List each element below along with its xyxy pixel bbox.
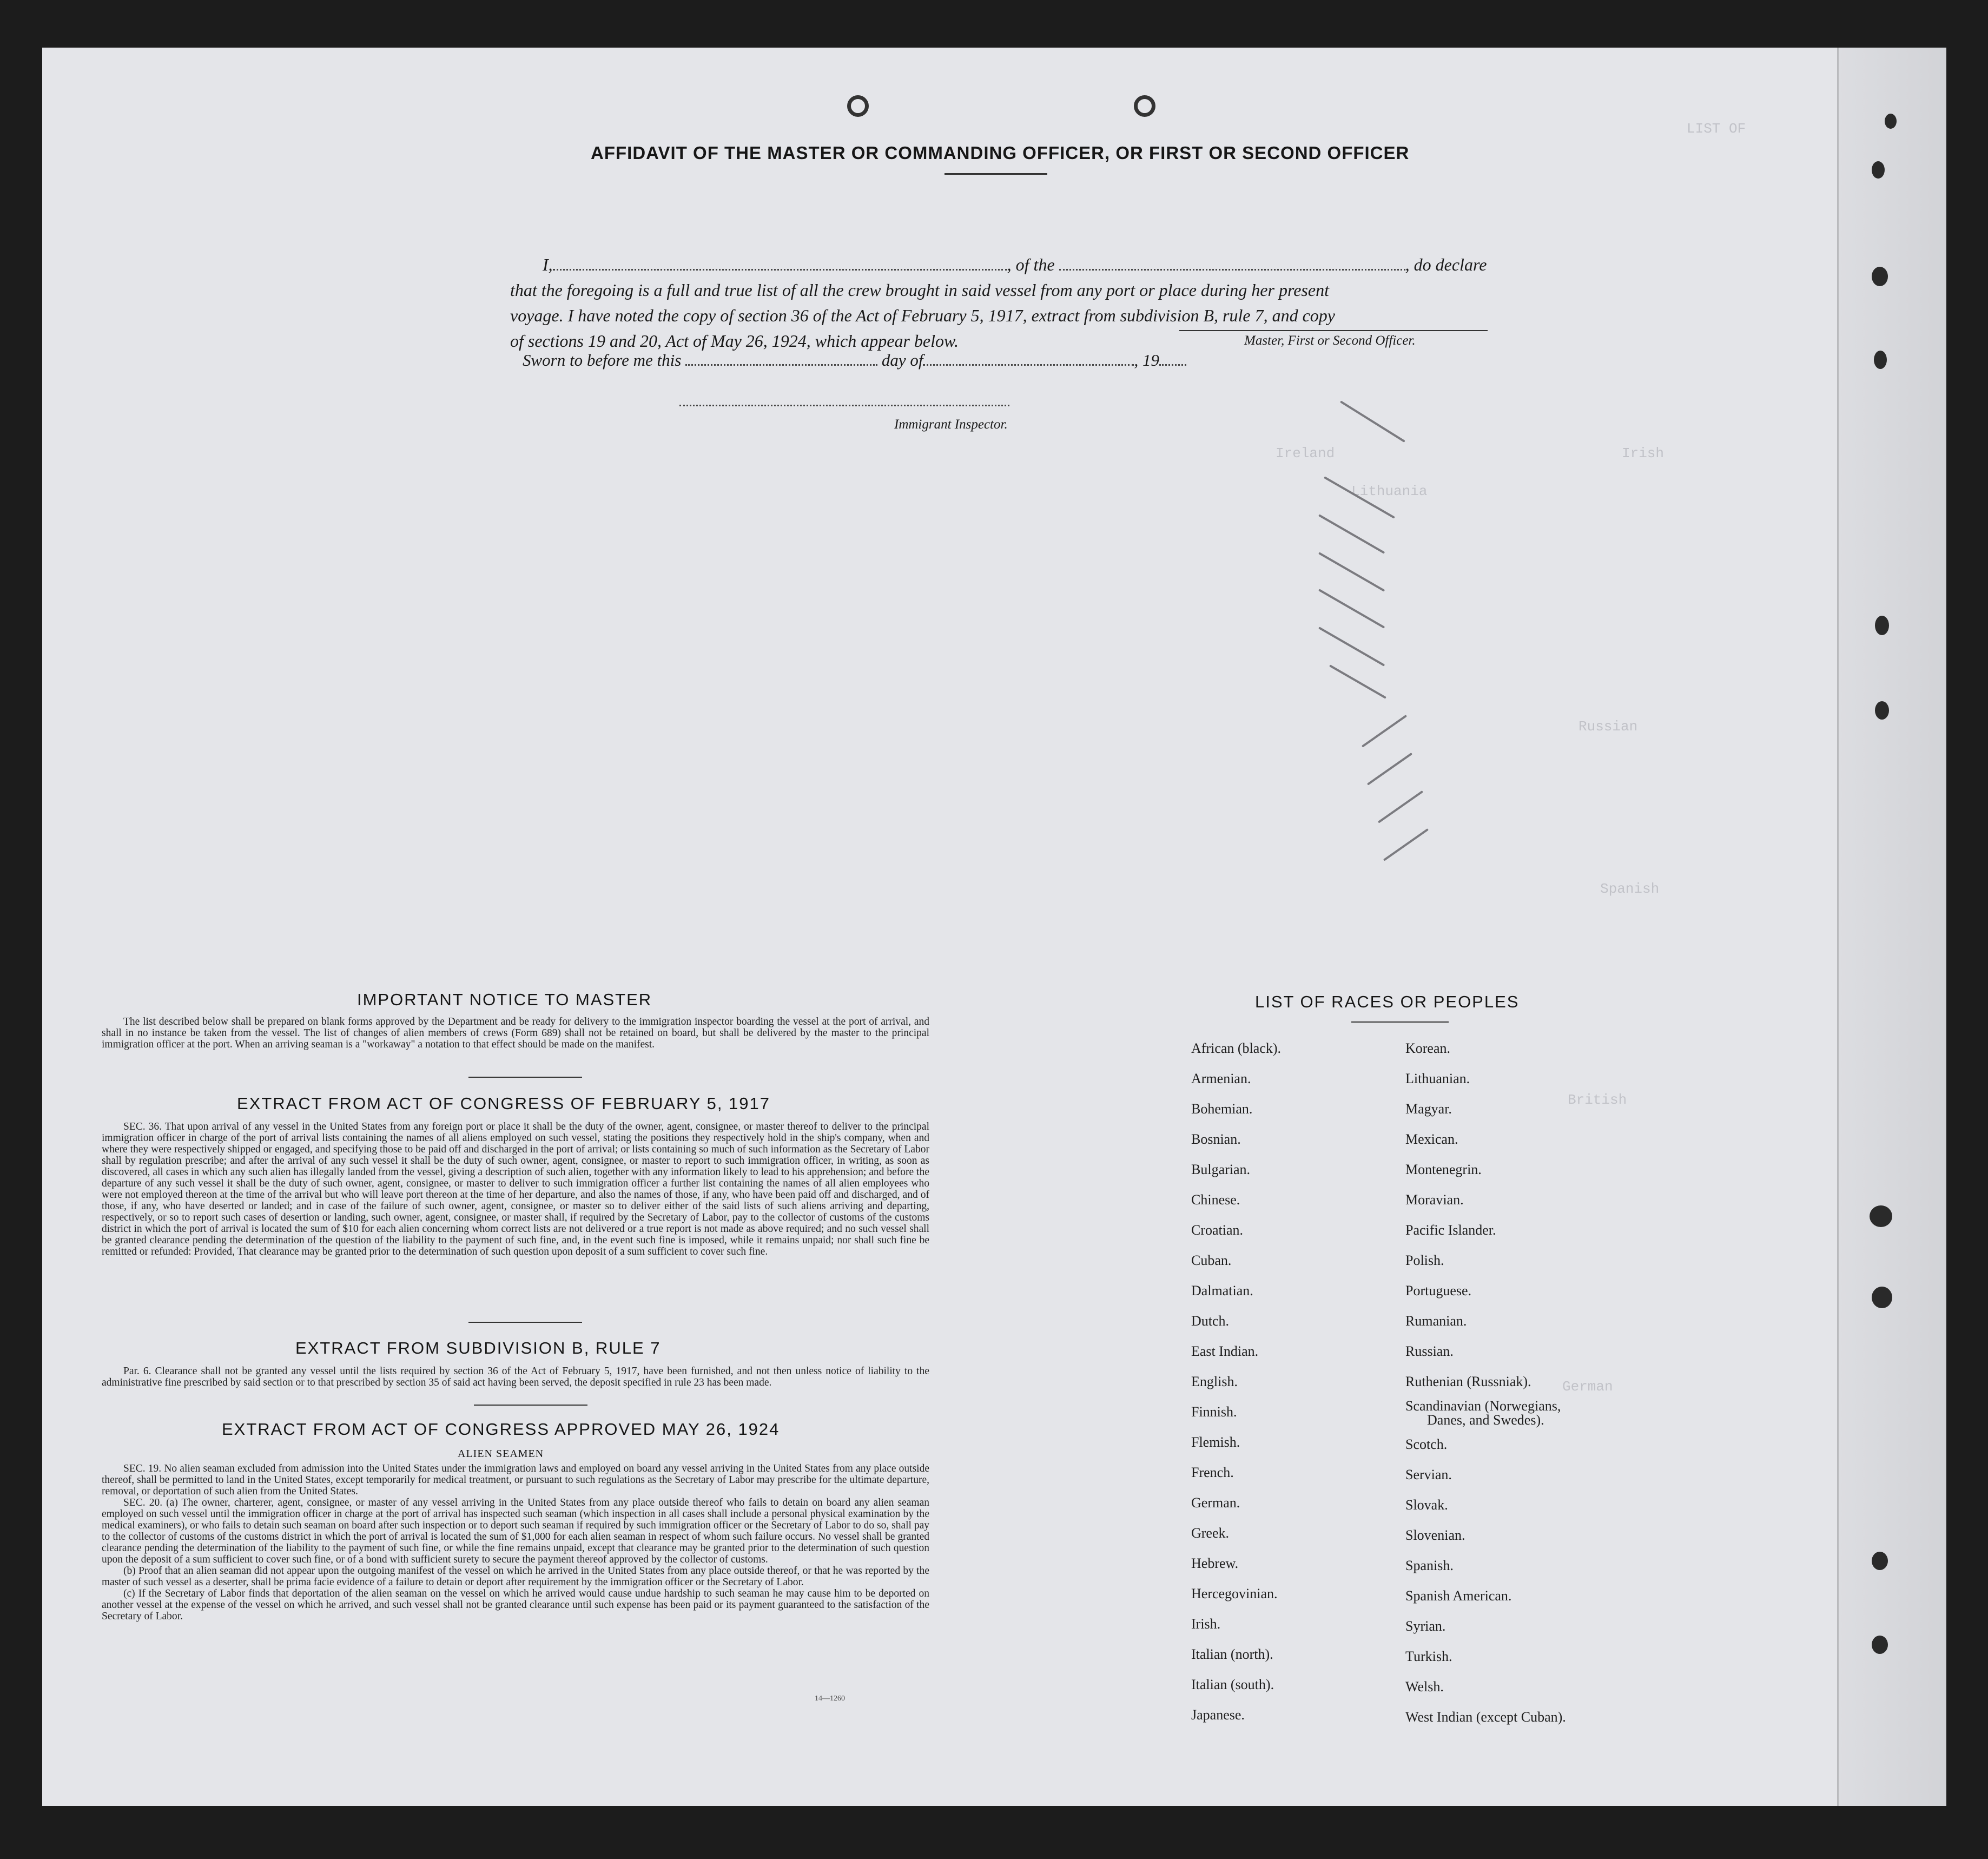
par-6-paragraph: Par. 6. Clearance shall not be granted any vessel until the lists required by section 36 of the Act of February 5, 1917, have been furnished, and not then unless notice of liability to the administrative fine prescribed by said section or to that prescribed by section 35 of said act having been served, the deposit specified in rule 23 has been made. (102, 1366, 929, 1388)
notice-title: IMPORTANT NOTICE TO MASTER (357, 990, 652, 1009)
race-item: Chinese. (1191, 1192, 1240, 1208)
show-through-text: Lithuania (1351, 483, 1428, 499)
pencil-mark (1318, 627, 1385, 666)
race-item: Korean. (1405, 1040, 1451, 1056)
race-item-continuation: Danes, and Swedes). (1427, 1412, 1544, 1428)
margin-hole (1872, 267, 1888, 286)
punch-hole-left (847, 95, 869, 117)
name-field[interactable] (553, 257, 1007, 271)
affidavit-title: AFFIDAVIT OF THE MASTER OR COMMANDING OFFICER, OR FIRST OR SECOND OFFICER (591, 143, 1410, 163)
race-item: Welsh. (1405, 1679, 1444, 1695)
pencil-mark (1318, 589, 1385, 628)
show-through-text: Ireland (1276, 445, 1335, 462)
sworn-label: Sworn to before me this (523, 351, 682, 370)
sworn-year-field[interactable] (1159, 352, 1186, 366)
rule-7-text (102, 1366, 929, 1388)
sworn-text (523, 351, 1186, 370)
vessel-field[interactable] (1059, 257, 1405, 271)
sec-36-paragraph: SEC. 36. That upon arrival of any vessel in the United States from any foreign port or place it shall be the duty of the owner, agent, consignee, or master thereof to deliver to the principal immigration officer in charge of the port of arrival lists containing the names of all aliens employed on such vessel, stating the positions they respectively hold in the ship's company, when and where they were respectively shipped or engaged, and specifying those to be paid off and discharged in the port of arrival; or lists containing so much of such information as the Secretary of Labor shall by regulation prescribe; and after the arrival of any such vessel it shall be the duty of such owner, agent, consignee, or master to report to such immigration officer, in writing, as soon as discovered, all cases in which any such alien has illegally landed from the vessel, giving a description of such alien, together with any information likely to lead to his apprehension; and before the departure of any such vessel it shall be the duty of such owner, agent, consignee, or master to deliver to such immigration officer a further list containing the names of all alien employees who were not employed thereon at the time of the arrival but who will leave port thereon at the time of her departure, and also the names of those, if any, who have been paid off and discharged, and of those, if any, who have deserted or landed; and in case of the failure of such owner, agent, consignee, or master so to deliver either of the said lists of such aliens arriving and departing, respectively, or so to report such cases of desertion or landing, such owner, agent, consignee, or master shall, if required by the Secretary of Labor, pay to the collector of customs of the customs district in which the port of arrival is located the sum of $10 for each alien concerning whom correct lists are not delivered or a true report is not made as above required; and no such vessel shall be granted clearance pending the determination of the question of the liability to the payment of such fine, and, in the event such fine is imposed, while it remains unpaid; nor shall such fine be remitted or refunded: Provided, That clearance may be granted prior to the determination of such question upon deposit of a sum sufficient to cover such fine. (102, 1121, 929, 1257)
divider (474, 1405, 587, 1406)
pencil-mark (1329, 664, 1386, 698)
race-item: Servian. (1405, 1467, 1452, 1482)
race-item: East Indian. (1191, 1343, 1259, 1359)
race-item: Moravian. (1405, 1192, 1464, 1208)
sworn-month-field[interactable] (923, 352, 1134, 366)
pencil-mark (1318, 514, 1385, 553)
race-item: Polish. (1405, 1252, 1444, 1268)
extract-1924-title: EXTRACT FROM ACT OF CONGRESS APPROVED MAY 26, 1924 (222, 1420, 780, 1439)
race-item: Italian (north). (1191, 1646, 1273, 1662)
affidavit-of-the: , of the (1007, 255, 1055, 274)
affidavit-line-3: voyage. I have noted the copy of section 36 of the Act of February 5, 1917, extract from subdivision B, rule 7, and copy (510, 306, 1335, 325)
race-item: German. (1191, 1495, 1240, 1511)
extract-1924-text (102, 1463, 929, 1622)
race-item: Dalmatian. (1191, 1283, 1253, 1298)
race-item: Slovak. (1405, 1497, 1448, 1513)
notice-paragraph: The list described below shall be prepared on blank forms approved by the Department and be ready for delivery to the immigration inspector boarding the vessel at the port of arrival, and shall in no instance be taken from the vessel. The list of changes of alien members of crews (Form 689) shall not be retained on board, but shall be delivered by the master to the principal immigration officer at the port. When an arriving seaman is a "workaway" a notation to that effect should be made on the manifest. (102, 1016, 929, 1050)
race-item: Cuban. (1191, 1252, 1232, 1268)
pencil-mark (1340, 400, 1405, 443)
race-item: Turkish. (1405, 1649, 1452, 1664)
extract-1917-text (102, 1121, 929, 1257)
margin-hole (1885, 114, 1897, 129)
margin-hole (1870, 1205, 1892, 1227)
alien-seamen-subtitle: ALIEN SEAMEN (458, 1448, 544, 1460)
race-item: Armenian. (1191, 1071, 1251, 1086)
affidavit-line-4: of sections 19 and 20, Act of May 26, 1924, which appear below. (510, 331, 959, 351)
race-item: Greek. (1191, 1525, 1230, 1541)
race-item: Magyar. (1405, 1101, 1452, 1117)
divider (468, 1077, 582, 1078)
sec-20c-paragraph: (c) If the Secretary of Labor finds that deportation of the alien seaman on the vessel on which he arrived would cause undue hardship to such seaman he may cause him to be deported on another vessel at the expense of the vessel on which he arrived, and such vessel shall not be granted clearance until such expense has been paid or its payment guaranteed to the satisfaction of the Secretary of Labor. (102, 1588, 929, 1622)
show-through-text: LIST OF (1687, 121, 1746, 137)
race-item: Lithuanian. (1405, 1071, 1470, 1086)
pencil-mark (1367, 753, 1412, 786)
inspector-signature-line (679, 405, 1009, 406)
pencil-mark (1383, 828, 1429, 861)
show-through-text: German (1562, 1379, 1613, 1395)
race-item: Mexican. (1405, 1131, 1458, 1147)
signature-label: Master, First or Second Officer. (1244, 333, 1416, 348)
race-item: Slovenian. (1405, 1527, 1465, 1543)
race-item: Syrian. (1405, 1618, 1446, 1634)
race-item: Italian (south). (1191, 1677, 1274, 1692)
margin-hole (1872, 1287, 1892, 1308)
notice-text (102, 1016, 929, 1050)
race-item: West Indian (except Cuban). (1405, 1709, 1566, 1725)
race-item: Spanish. (1405, 1558, 1454, 1573)
races-left-column (1191, 1033, 1281, 1730)
race-item: Russian. (1405, 1343, 1454, 1359)
races-right-column (1405, 1033, 1566, 1732)
race-item: Japanese. (1191, 1707, 1245, 1723)
race-item: Hebrew. (1191, 1555, 1239, 1571)
rule-7-title: EXTRACT FROM SUBDIVISION B, RULE 7 (295, 1339, 661, 1357)
show-through-text: Spanish (1600, 881, 1660, 897)
divider (468, 1322, 582, 1323)
race-item: Ruthenian (Russniak). (1405, 1374, 1531, 1389)
race-item: Croatian. (1191, 1222, 1244, 1238)
sworn-day-field[interactable] (685, 352, 877, 366)
sec-20b-paragraph: (b) Proof that an alien seaman did not appear upon the outgoing manifest of the vessel on which he arrived in the United States from any place outside thereof, or that he was reported by the master of such vessel as a deserter, shall be prima facie evidence of a failure to detain or deport after requirement by the immigration officer or the Secretary of Labor. (102, 1565, 929, 1588)
pencil-mark (1362, 715, 1407, 748)
show-through-text: Russian (1578, 718, 1638, 735)
inspector-label: Immigrant Inspector. (894, 417, 1008, 432)
sec-19-paragraph: SEC. 19. No alien seaman excluded from admission into the United States under the immigration laws and employed on board any vessel arriving in the United States from any place outside thereof, shall be permitted to land in the United States, except temporarily for medical treatment, or pursuant to such regulations as the Secretary of Labor may prescribe for the ultimate departure, removal, or deportation of such alien from the United States. (102, 1463, 929, 1497)
margin-hole (1875, 701, 1889, 720)
affidavit-declare: , do declare (1405, 255, 1487, 274)
day-of-label: day of (881, 351, 923, 370)
signature-line (1179, 330, 1488, 331)
race-item: Pacific Islander. (1405, 1222, 1496, 1238)
title-underline (945, 173, 1047, 175)
race-item: English. (1191, 1374, 1238, 1389)
race-item: Montenegrin. (1405, 1162, 1482, 1177)
punch-hole-right (1134, 95, 1155, 117)
race-item: Bulgarian. (1191, 1162, 1251, 1177)
show-through-text: British (1568, 1092, 1627, 1108)
pencil-mark (1318, 552, 1385, 591)
race-item: Rumanian. (1405, 1313, 1467, 1329)
show-through-text: Irish (1622, 445, 1665, 462)
affidavit-i: I, (543, 255, 553, 274)
document-page (42, 48, 1946, 1806)
margin-hole (1872, 1552, 1888, 1570)
races-title-underline (1351, 1021, 1449, 1023)
races-title: LIST OF RACES OR PEOPLES (1255, 992, 1520, 1011)
margin-hole (1872, 161, 1885, 179)
race-item (1405, 1397, 1566, 1429)
pencil-mark (1378, 790, 1423, 823)
race-item: Bosnian. (1191, 1131, 1241, 1147)
affidavit-line-1 (510, 252, 1565, 278)
margin-hole (1875, 616, 1889, 635)
margin-hole (1872, 1636, 1888, 1654)
sec-20a-paragraph: SEC. 20. (a) The owner, charterer, agent, consignee, or master of any vessel arriving in the United States from any place outside thereof who fails to detain on board any alien seaman employed on such vessel until the immigration officer in charge at the port of arrival has inspected such seaman (which inspection in all cases shall include a personal physical examination by the medical examiners), or who fails to detain such seaman on board after such inspection or to deport such seaman if required by such immigration officer or the Secretary of Labor to do so, shall pay to the collector of customs of the customs district in which the port of arrival is located the sum of $1,000 for each alien seaman in respect of whom such failure occurs. No vessel shall be granted clearance pending the determination of the liability to the payment of such fine, or while the fine remains unpaid, except that clearance may be granted prior to the determination of such question upon the deposit of a sum sufficient to cover such fine, or of a bond with sufficient surety to secure the payment thereof approved by the collector of customs. (102, 1497, 929, 1565)
page-edge-strip (1838, 48, 1946, 1806)
race-item: Finnish. (1191, 1404, 1237, 1420)
race-item: Portuguese. (1405, 1283, 1472, 1298)
race-item: Spanish American. (1405, 1588, 1512, 1604)
race-item: Scotch. (1405, 1436, 1448, 1452)
affidavit-line-2: that the foregoing is a full and true list of all the crew brought in said vessel from any port or place during her present (510, 280, 1329, 300)
extract-1917-title: EXTRACT FROM ACT OF CONGRESS OF FEBRUARY 5, 1917 (237, 1094, 771, 1113)
year-label: , 19 (1134, 351, 1159, 370)
race-item: Hercegovinian. (1191, 1586, 1278, 1601)
race-item: Dutch. (1191, 1313, 1230, 1329)
race-item-line: Scandinavian (Norwegians, (1405, 1398, 1561, 1414)
race-item: Bohemian. (1191, 1101, 1253, 1117)
race-item: Irish. (1191, 1616, 1221, 1632)
form-number: 14—1260 (815, 1695, 845, 1703)
race-item: Flemish. (1191, 1434, 1240, 1450)
margin-hole (1874, 351, 1887, 369)
race-item: African (black). (1191, 1040, 1282, 1056)
race-item: French. (1191, 1465, 1234, 1480)
